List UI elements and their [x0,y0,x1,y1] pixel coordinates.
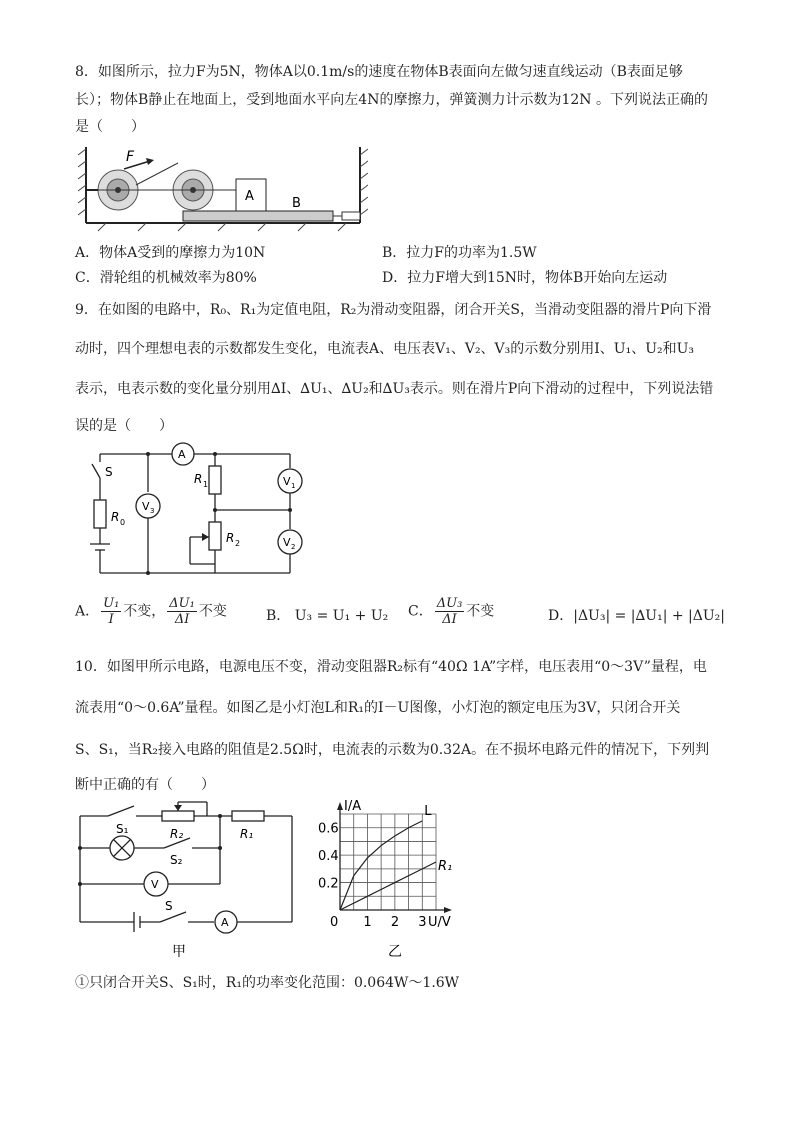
q9-option-c: C． $\frac{\text{ΔU₃}}{\Delta I}$ 不变 [408,596,495,627]
q9-option-a: A． $\frac{\text{U₁}}{I}$ 不变， $\frac{\text{ΔU₁}}{\Delta I}$ 不变 [75,596,227,627]
x-tick-label: 2 [390,915,400,930]
y-axis-arrow [337,802,343,810]
svg-text:1: 1 [203,480,209,489]
q9-option-d: D．|ΔU₃| = |∆U₁| + |ΔU₂| [548,608,726,624]
q10-circuit-figure [72,798,302,963]
q9-line-4: 误的是（ ） [75,418,173,434]
x-axis-label: U/V [428,915,451,930]
q9-line-2: 动时，四个理想电表的示数都发生变化，电流表A、电压表V₁、V₂、V₃的示数分别用I、U₁、U₂和U₃ [75,341,695,357]
caption-jia: 甲 [172,944,186,960]
label-s: S [165,899,173,913]
label-v2: V [283,536,291,549]
svg-text:0: 0 [120,518,126,527]
q8-option-a: A．物体A受到的摩擦力为10N [75,245,266,261]
series-label: L [424,803,432,819]
svg-text:2: 2 [291,543,296,551]
series-label: R₁ [438,859,453,874]
svg-text:1: 1 [291,482,296,490]
label-r0: R [111,510,120,524]
label-b: B [292,196,301,211]
label-r2: R [226,531,235,545]
label-v1: V [283,475,291,488]
x-tick-label: 0 [330,915,339,930]
q9-option-b: B． U₃ = U₁ + U₂ [266,608,389,624]
q8-option-c: C．滑轮组的机械效率为80% [75,270,257,286]
x-tick-label: 3 [418,915,427,930]
label-f: F [126,149,135,165]
q8-line-1: 8．如图所示，拉力F为5N，物体A以0.1m/s的速度在物体B表面向左做匀速直线运动（B表面足够 [75,64,683,80]
q10-line-4: 断中正确的有（ ） [75,777,215,793]
q8-option-b: B．拉力F的功率为1.5W [382,245,537,261]
q8-option-d: D．拉力F增大到15N时，物体B开始向左运动 [382,270,668,286]
q8-line-3: 是（ ） [75,119,145,135]
label-v3: V [142,500,150,513]
y-tick-label: 0.4 [318,849,339,865]
board-b [183,211,333,221]
label-s2: S₂ [170,853,183,867]
label-a: A [245,189,254,204]
svg-text:2: 2 [235,539,241,548]
spring-balance [342,212,360,220]
q10-line-2: 流表用“0～0.6A”量程。如图乙是小灯泡L和R₁的I－U图像，小灯泡的额定电压为3V，只闭合开关 [75,700,681,716]
label-r2: R₂ [170,827,184,841]
q8-pulley-figure [78,145,368,233]
y-tick-label: 0.6 [318,821,339,837]
svg-text:3: 3 [150,507,155,515]
q10-item-1: ①只闭合开关S、S₁时，R₁的功率变化范围：0.064W～1.6W [75,975,460,991]
label-v: V [151,878,159,891]
label-s1: S₁ [116,822,129,836]
label-r1: R₁ [240,827,254,841]
q10-line-1: 10．如图甲所示电路，电源电压不变，滑动变阻器R₂标有“40Ω 1A”字样，电压表用“0～3V”量程，电 [75,659,707,675]
y-tick-label: 0.2 [318,876,339,892]
x-tick-label: 1 [363,915,372,930]
label-a: A [178,448,186,461]
q9-circuit-figure [80,440,310,585]
label-r1: R [194,472,203,486]
q10-iu-graph [318,798,478,963]
label-a: A [221,916,229,929]
q10-line-3: S、S₁，当R₂接入电路的阻值是2.5Ω时，电流表的示数为0.32A。在不损坏电路元件的情况下，下列判 [75,742,710,758]
q8-line-2: 长）；物体B静止在地面上，受到地面水平向左4N的摩擦力，弹簧测力计示数为12N 。下列说法正确的 [75,92,708,108]
y-axis-label: I/A [344,799,362,814]
q9-line-3: 表示，电表示数的变化量分别用∆I、∆U₁、∆U₂和∆U₃表示。则在滑片P向下滑动的过程中，下列说法错 [75,381,714,397]
q9-line-1: 9．在如图的电路中，R₀、R₁为定值电阻，R₂为滑动变阻器，闭合开关S，当滑动变阻器的滑片P向下滑 [75,302,712,318]
x-axis-arrow [444,907,452,913]
label-s: S [105,465,113,479]
caption-yi: 乙 [388,944,402,960]
